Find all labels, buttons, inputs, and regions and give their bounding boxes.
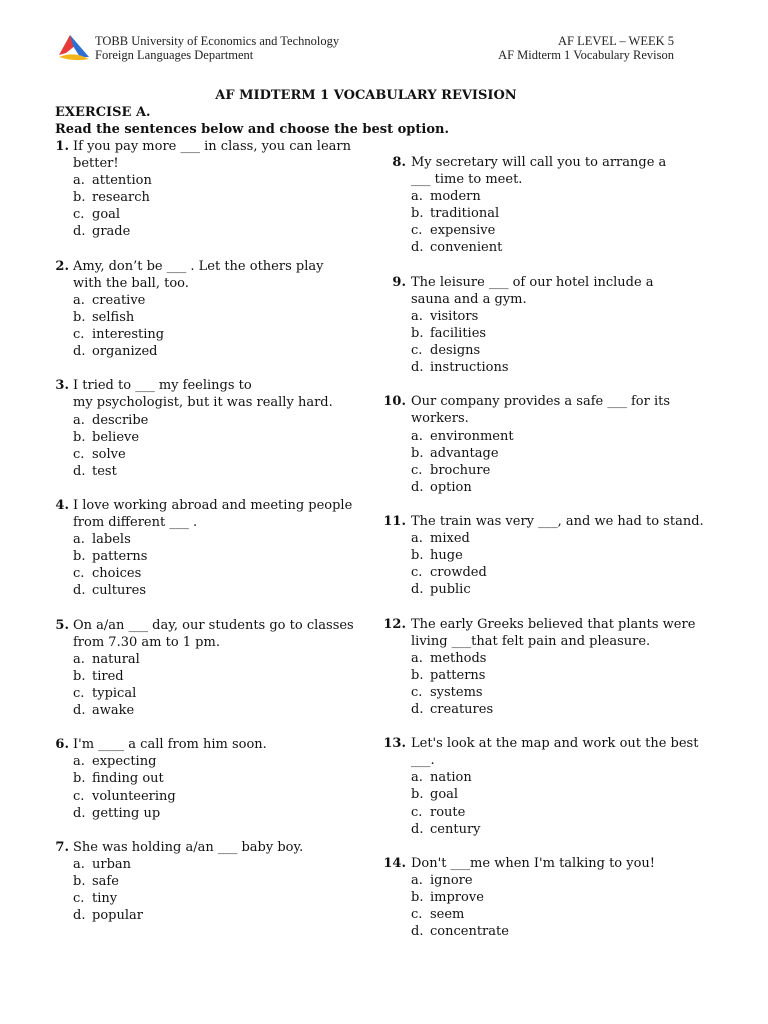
exercise-heading-block — [55, 104, 449, 138]
question-spacer — [53, 719, 393, 736]
answer-option — [73, 189, 393, 206]
option-letter: a. — [73, 532, 85, 548]
answer-option — [411, 684, 723, 701]
questions-left-column — [53, 138, 393, 924]
question-stem: I tried to ___ my feelings to my psychologist, but it was really hard. — [73, 378, 333, 411]
question-spacer — [53, 241, 393, 258]
option-text: attention — [92, 173, 152, 189]
answer-option — [73, 548, 393, 565]
option-letter: b. — [73, 668, 86, 684]
option-letter: a. — [73, 173, 85, 189]
question-spacer — [383, 838, 723, 855]
question-number: 9. — [392, 274, 406, 290]
answer-option — [411, 872, 723, 889]
exercise-instruction: Read the sentences below and choose the best option. — [55, 122, 449, 137]
answer-option — [411, 547, 723, 564]
option-letter: a. — [411, 531, 423, 547]
answer-option — [73, 890, 393, 907]
answer-option — [73, 206, 393, 223]
option-text: cultures — [92, 583, 146, 599]
question-spacer — [53, 480, 393, 497]
option-text: mixed — [430, 531, 470, 547]
answer-option — [73, 856, 393, 873]
question-stem: The early Greeks believed that plants were living ___that felt pain and pleasure. — [411, 616, 696, 649]
answer-option — [73, 531, 393, 548]
question-number: 13. — [383, 736, 406, 752]
answer-option — [411, 188, 723, 205]
question-stem: Amy, don’t be ___ . Let the others play with the ball, too. — [73, 258, 324, 291]
answer-options — [411, 530, 723, 598]
answer-option — [73, 702, 393, 719]
question-item — [383, 616, 723, 719]
question-item — [383, 855, 723, 940]
option-text: brochure — [430, 462, 491, 478]
answer-options — [411, 188, 723, 256]
question-stem: The leisure ___ of our hotel include a sauna and a gym. — [411, 274, 654, 307]
option-letter: c. — [411, 462, 423, 478]
answer-option — [73, 309, 393, 326]
option-text: expensive — [430, 223, 496, 239]
option-text: interesting — [92, 327, 165, 343]
university-logo-icon — [56, 31, 92, 63]
document-subtitle: AF Midterm 1 Vocabulary Revison — [498, 48, 674, 62]
question-number: 11. — [383, 513, 406, 529]
option-letter: c. — [73, 686, 85, 701]
option-letter: c. — [411, 804, 423, 820]
exercise-heading: EXERCISE A. — [55, 105, 151, 120]
answer-option — [411, 769, 723, 786]
option-letter: d. — [411, 582, 424, 598]
option-letter: b. — [411, 787, 424, 803]
option-letter: a. — [411, 428, 423, 444]
question-item — [383, 154, 723, 257]
option-text: concentrate — [430, 924, 509, 940]
option-letter: b. — [73, 190, 86, 206]
answer-option — [73, 907, 393, 924]
answer-option — [411, 923, 723, 940]
answer-options — [73, 292, 393, 360]
question-stem: If you pay more ___ in class, you can learn better! — [73, 139, 351, 172]
level-week: AF LEVEL – WEEK 5 — [558, 34, 674, 48]
answer-options — [411, 308, 723, 376]
answer-option — [73, 429, 393, 446]
option-text: popular — [92, 908, 143, 924]
question-number: 4. — [55, 497, 69, 513]
option-text: convenient — [430, 240, 503, 256]
option-text: believe — [92, 429, 140, 445]
question-stem: I love working abroad and meeting people from different ___ . — [73, 497, 353, 531]
option-text: safe — [92, 874, 119, 890]
answer-option — [73, 292, 393, 309]
option-text: getting up — [92, 805, 161, 821]
department-name: Foreign Languages Department — [95, 48, 254, 62]
option-text: facilities — [430, 325, 487, 341]
option-text: advantage — [430, 445, 499, 461]
question-item — [53, 377, 393, 480]
answer-option — [411, 428, 723, 445]
answer-option — [73, 805, 393, 822]
answer-option — [73, 223, 393, 240]
question-item — [53, 617, 393, 720]
answer-option — [411, 479, 723, 496]
question-item — [53, 497, 393, 600]
question-spacer — [383, 598, 723, 615]
answer-option — [411, 786, 723, 803]
question-item — [383, 393, 723, 496]
option-letter: d. — [73, 805, 86, 821]
page-title: AF MIDTERM 1 VOCABULARY REVISION — [215, 88, 517, 103]
answer-option — [73, 446, 393, 463]
option-text: labels — [92, 532, 131, 548]
option-letter: d. — [411, 479, 424, 495]
option-letter: b. — [411, 548, 424, 564]
answer-option — [73, 326, 393, 343]
answer-option — [73, 343, 393, 360]
option-letter: d. — [73, 908, 86, 924]
option-letter: b. — [73, 429, 86, 445]
option-letter: c. — [411, 223, 423, 239]
option-text: finding out — [92, 771, 164, 787]
option-text: creative — [92, 292, 146, 308]
question-item — [53, 736, 393, 821]
option-letter: c. — [411, 565, 423, 581]
option-letter: d. — [411, 360, 424, 376]
option-text: ignore — [430, 872, 473, 888]
question-number: 5. — [55, 617, 69, 633]
option-text: huge — [430, 548, 463, 564]
question-spacer — [383, 257, 723, 274]
option-letter: a. — [411, 650, 423, 666]
option-letter: a. — [411, 189, 423, 205]
answer-option — [411, 308, 723, 325]
option-letter: b. — [73, 309, 86, 325]
option-letter: b. — [411, 445, 424, 461]
question-item — [53, 138, 393, 241]
answer-option — [411, 889, 723, 906]
option-text: instructions — [430, 360, 509, 376]
answer-option — [73, 651, 393, 668]
answer-option — [73, 788, 393, 805]
option-text: creatures — [430, 702, 494, 717]
header-left — [95, 34, 339, 62]
answer-option — [73, 668, 393, 685]
answer-options — [411, 872, 723, 940]
answer-option — [411, 462, 723, 479]
answer-option — [411, 222, 723, 239]
answer-option — [73, 463, 393, 480]
answer-option — [411, 325, 723, 342]
answer-option — [73, 753, 393, 770]
option-text: natural — [92, 651, 140, 667]
option-letter: a. — [73, 651, 85, 667]
question-number: 3. — [55, 378, 69, 394]
option-letter: b. — [411, 325, 424, 341]
option-letter: b. — [411, 667, 424, 683]
option-text: choices — [92, 566, 142, 582]
option-text: tiny — [92, 891, 118, 907]
option-text: solve — [92, 446, 126, 462]
question-stem: Don't ___me when I'm talking to you! — [411, 855, 656, 871]
option-letter: d. — [411, 924, 424, 940]
answer-option — [411, 906, 723, 923]
question-item — [53, 258, 393, 361]
option-letter: c. — [73, 891, 85, 907]
option-text: improve — [430, 890, 484, 906]
option-letter: b. — [411, 890, 424, 906]
option-text: typical — [92, 686, 137, 701]
option-letter: d. — [73, 344, 86, 360]
option-text: expecting — [92, 754, 157, 770]
question-item — [383, 274, 723, 377]
option-letter: c. — [73, 788, 85, 804]
answer-option — [411, 445, 723, 462]
question-spacer — [383, 718, 723, 735]
option-letter: d. — [411, 821, 424, 837]
question-number: 2. — [55, 258, 69, 274]
answer-options — [73, 531, 393, 599]
option-letter: d. — [73, 224, 86, 240]
answer-option — [411, 530, 723, 547]
option-text: grade — [92, 224, 131, 240]
answer-options — [411, 650, 723, 718]
option-letter: c. — [73, 566, 85, 582]
option-text: research — [92, 190, 150, 206]
question-stem: Our company provides a safe ___ for its workers. — [411, 394, 671, 427]
question-item — [383, 513, 723, 598]
question-number: 10. — [383, 394, 406, 410]
option-letter: a. — [73, 412, 85, 428]
question-stem: On a/an ___ day, our students go to classes from 7.30 am to 1 pm. — [73, 617, 354, 650]
option-letter: b. — [73, 549, 86, 565]
answer-option — [411, 581, 723, 598]
option-letter: d. — [411, 702, 424, 717]
question-spacer — [53, 360, 393, 377]
option-letter: b. — [73, 874, 86, 890]
answer-option — [73, 172, 393, 189]
question-spacer — [383, 376, 723, 393]
option-letter: c. — [73, 207, 85, 223]
option-letter: a. — [73, 754, 85, 770]
question-number: 6. — [55, 737, 69, 753]
option-letter: d. — [73, 463, 86, 479]
option-letter: a. — [73, 292, 85, 308]
question-stem: Let's look at the map and work out the best ___. — [411, 736, 699, 769]
answer-option — [73, 685, 393, 702]
option-letter: c. — [73, 446, 85, 462]
answer-option — [73, 770, 393, 787]
answer-option — [73, 873, 393, 890]
answer-option — [411, 650, 723, 667]
question-number: 12. — [383, 616, 406, 632]
question-spacer — [53, 822, 393, 839]
option-letter: c. — [73, 327, 85, 343]
option-text: public — [430, 582, 471, 598]
option-letter: a. — [411, 872, 423, 888]
option-text: systems — [430, 684, 483, 700]
answer-options — [73, 651, 393, 719]
answer-option — [411, 564, 723, 581]
option-text: century — [430, 821, 481, 837]
university-name: TOBB University of Economics and Technology — [95, 34, 340, 48]
answer-option — [411, 205, 723, 222]
option-letter: c. — [411, 907, 423, 923]
question-stem: She was holding a/an ___ baby boy. — [73, 839, 304, 855]
answer-options — [73, 856, 393, 924]
answer-option — [411, 239, 723, 256]
option-text: environment — [430, 428, 514, 444]
answer-option — [411, 342, 723, 359]
answer-option — [411, 667, 723, 684]
option-text: option — [430, 479, 472, 495]
option-letter: d. — [73, 703, 86, 719]
option-letter: a. — [411, 770, 423, 786]
answer-options — [411, 428, 723, 496]
answer-options — [73, 412, 393, 480]
option-letter: d. — [411, 240, 424, 256]
question-stem: The train was very ___, and we had to stand. — [411, 513, 704, 529]
option-text: route — [430, 804, 466, 820]
option-text: selfish — [92, 309, 135, 325]
answer-option — [411, 804, 723, 821]
answer-option — [411, 821, 723, 838]
option-text: patterns — [430, 667, 486, 683]
question-item — [383, 735, 723, 838]
option-text: test — [92, 463, 117, 479]
answer-option — [411, 701, 723, 718]
question-number: 14. — [383, 855, 406, 871]
answer-options — [73, 753, 393, 821]
option-letter: c. — [411, 684, 423, 700]
option-text: modern — [430, 189, 481, 205]
question-item — [53, 839, 393, 924]
option-text: goal — [430, 787, 459, 803]
option-letter: a. — [73, 856, 85, 872]
answer-option — [73, 412, 393, 429]
option-text: designs — [430, 343, 481, 359]
option-text: methods — [430, 650, 487, 666]
option-text: seem — [430, 907, 465, 923]
question-number: 7. — [55, 839, 69, 855]
option-text: patterns — [92, 549, 148, 565]
option-text: awake — [92, 703, 135, 719]
option-text: tired — [92, 668, 124, 684]
option-text: organized — [92, 344, 158, 360]
question-stem: I'm ____ a call from him soon. — [73, 737, 267, 753]
option-text: goal — [92, 207, 121, 223]
answer-option — [73, 582, 393, 599]
question-stem: My secretary will call you to arrange a ___ time to meet. — [411, 155, 667, 188]
question-number: 8. — [392, 155, 406, 170]
option-text: urban — [92, 856, 132, 872]
question-spacer — [53, 600, 393, 617]
option-letter: d. — [73, 583, 86, 599]
option-letter: c. — [411, 343, 423, 359]
option-text: describe — [92, 412, 149, 428]
option-letter: b. — [73, 771, 86, 787]
option-text: crowded — [430, 565, 487, 581]
option-letter: a. — [411, 308, 423, 324]
answer-options — [73, 172, 393, 240]
questions-right-column — [383, 154, 723, 940]
option-text: volunteering — [92, 788, 176, 804]
option-text: traditional — [430, 206, 500, 222]
option-text: visitors — [430, 308, 479, 324]
option-letter: b. — [411, 206, 424, 222]
option-text: nation — [430, 770, 472, 786]
answer-options — [411, 769, 723, 837]
question-number: 1. — [55, 139, 69, 154]
question-spacer — [383, 496, 723, 513]
header-right — [498, 34, 674, 62]
answer-option — [411, 359, 723, 376]
answer-option — [73, 565, 393, 582]
